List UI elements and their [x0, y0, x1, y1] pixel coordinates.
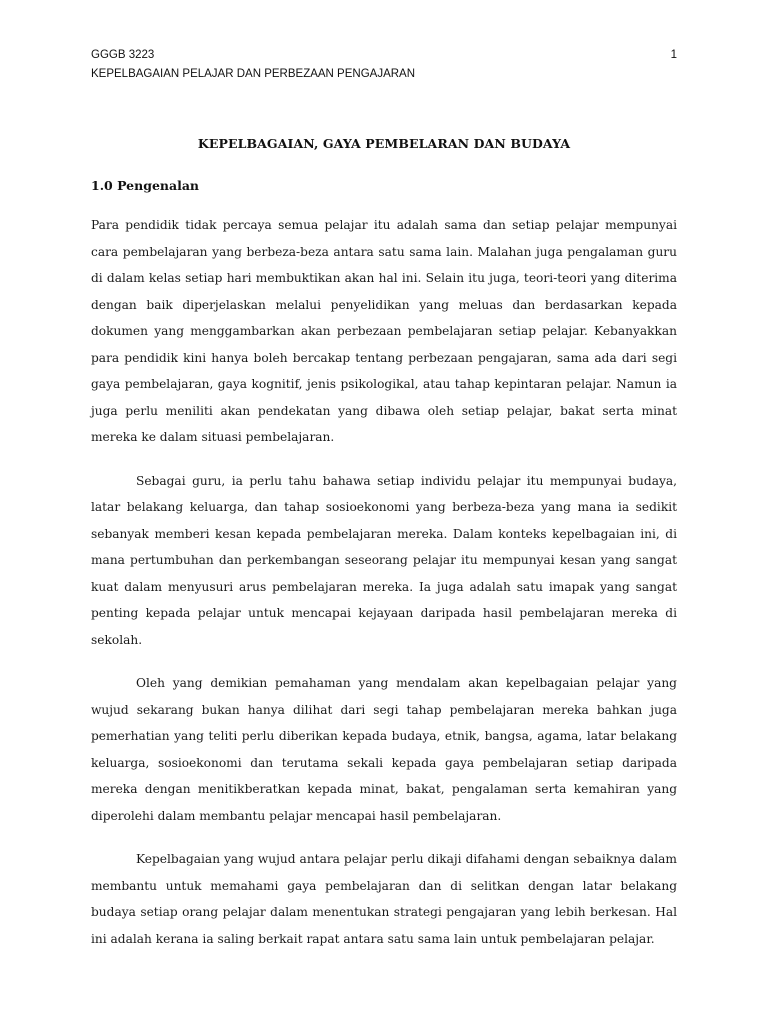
paragraph-2: Sebagai guru, ia perlu tahu bahawa setiap individu pelajar itu mempunyai budaya, latar belakang keluarga, dan tahap sosioekonomi yang berbeza-beza yang mana ia sedikit sebanyak memberi kesan kepada pembelajaran mereka. Dalam konteks kepelbagaian ini, di mana pertumbuhan dan perkembangan seseorang pelajar itu mempunyai kesan yang sangat kuat dalam menyusuri arus pembelajaran mereka. Ia juga adalah satu imapak yang sangat penting kepada pelajar untuk mencapai kejayaan daripada hasil pembelajaran mereka di sekolah. — [91, 473, 677, 647]
document-title: KEPELBAGAIAN, GAYA PEMBELARAN DAN BUDAYA — [197, 136, 571, 151]
body-text — [91, 212, 677, 969]
page-header — [91, 46, 677, 84]
header-top-row — [91, 46, 677, 65]
paragraph-4: Kepelbagaian yang wujud antara pelajar perlu dikaji difahami dengan sebaiknya dalam membantu untuk memahami gaya pembelajaran dan di selitkan dengan latar belakang budaya setiap orang pelajar dalam menentukan strategi pengajaran yang lebih berkesan. Hal ini adalah kerana ia saling berkait rapat antara satu sama lain untuk pembelajaran pelajar. — [91, 852, 677, 946]
course-code: GGGB 3223 — [91, 49, 155, 61]
paragraph-3: Oleh yang demikian pemahaman yang mendalam akan kepelbagaian pelajar yang wujud sekarang bukan hanya dilihat dari segi tahap pembelajaran mereka bahkan juga pemerhatian yang teliti perlu diberikan kepada budaya, etnik, bangsa, agama, latar belakang keluarga, sosioekonomi dan terutama sekali kepada gaya pembelajaran setiap daripada mereka dengan menitikberatkan kepada minat, bakat, pengalaman serta kemahiran yang diperolehi dalam membantu pelajar mencapai hasil pembelajaran. — [91, 676, 677, 823]
page-number: 1 — [670, 49, 677, 61]
course-title: KEPELBAGAIAN PELAJAR DAN PERBEZAAN PENGAJARAN — [91, 68, 416, 80]
paragraph-1: Para pendidik tidak percaya semua pelajar itu adalah sama dan setiap pelajar mempunyai cara pembelajaran yang berbeza-beza antara satu sama lain. Malahan juga pengalaman guru di dalam kelas setiap hari membuktikan akan hal ini. Selain itu juga, teori-teori yang diterima dengan baik diperjelaskan melalui penyelidikan yang meluas dan berdasarkan kepada dokumen yang menggambarkan akan perbezaan pembelajaran setiap pelajar. Kebanyakkan para pendidik kini hanya boleh bercakap tentang perbezaan pengajaran, sama ada dari segi gaya pembelajaran, gaya kognitif, jenis psikologikal, atau tahap kepintaran pelajar. Namun ia juga perlu meniliti akan pendekatan yang dibawa oleh setiap pelajar, bakat serta minat mereka ke dalam situasi pembelajaran. — [91, 218, 677, 444]
section-heading: 1.0 Pengenalan — [91, 178, 200, 193]
